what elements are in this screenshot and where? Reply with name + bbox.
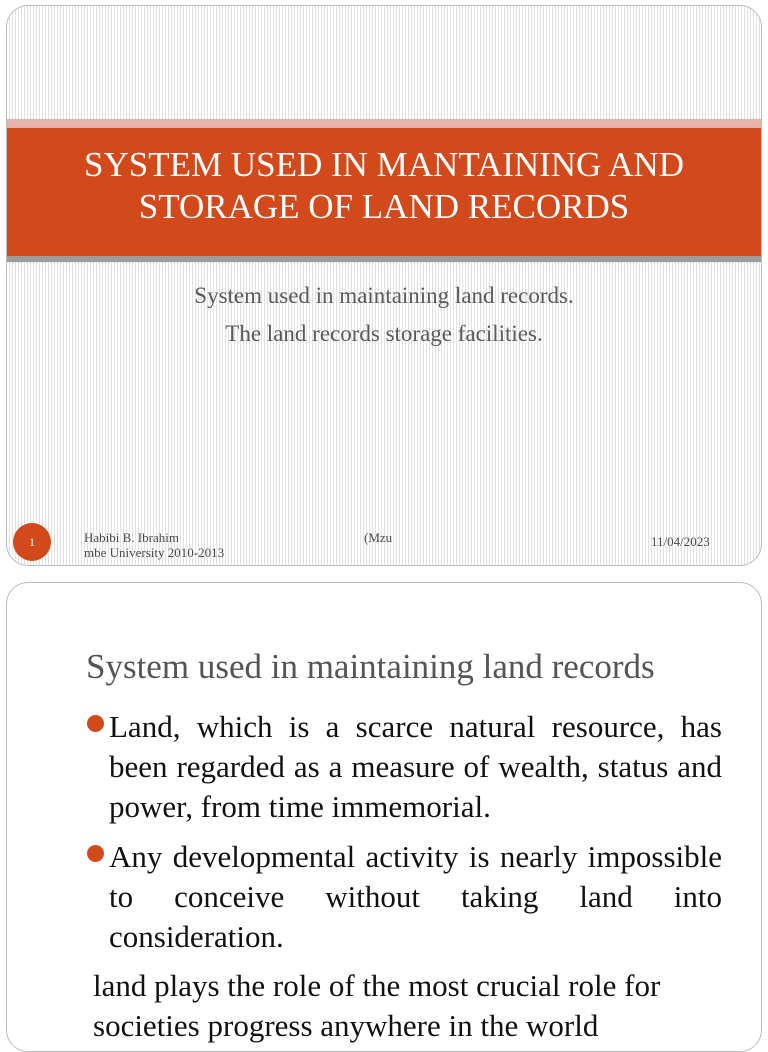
subtitle-line-1: System used in maintaining land records. <box>194 283 574 308</box>
bullet-text-2: Any developmental activity is nearly impossible to conceive without taking land into consideration. <box>109 839 722 954</box>
bullet-item-2 <box>85 837 722 957</box>
content-slide-heading: System used in maintaining land records <box>86 647 655 686</box>
title-top-strip <box>7 119 761 128</box>
title-bottom-strip <box>7 256 761 262</box>
body-paragraph: land plays the role of the most crucial role for societies progress anywhere in the world <box>93 968 661 1043</box>
footer-author-line-1: Habibi B. Ibrahim <box>84 530 179 545</box>
title-slide <box>6 5 762 566</box>
bullet-dot-icon <box>87 715 104 732</box>
slide-title: SYSTEM USED IN MANTAINING AND STORAGE OF LAND RECORDS <box>84 145 684 226</box>
title-band <box>7 128 761 256</box>
subtitle-line-2: The land records storage facilities. <box>225 321 543 346</box>
bullet-item-1 <box>85 707 722 827</box>
slide-number-badge: 1 <box>13 523 51 561</box>
footer-author-line-2: mbe University 2010-2013 <box>84 545 225 560</box>
content-slide <box>6 582 762 1052</box>
footer-university-fragment: (Mzu <box>364 530 393 545</box>
bullet-text-1: Land, which is a scarce natural resource, has been regarded as a measure of wealth, status and power, from time immemorial. <box>109 709 722 824</box>
footer-date: 11/04/2023 <box>651 534 710 549</box>
bullet-dot-icon <box>87 845 104 862</box>
